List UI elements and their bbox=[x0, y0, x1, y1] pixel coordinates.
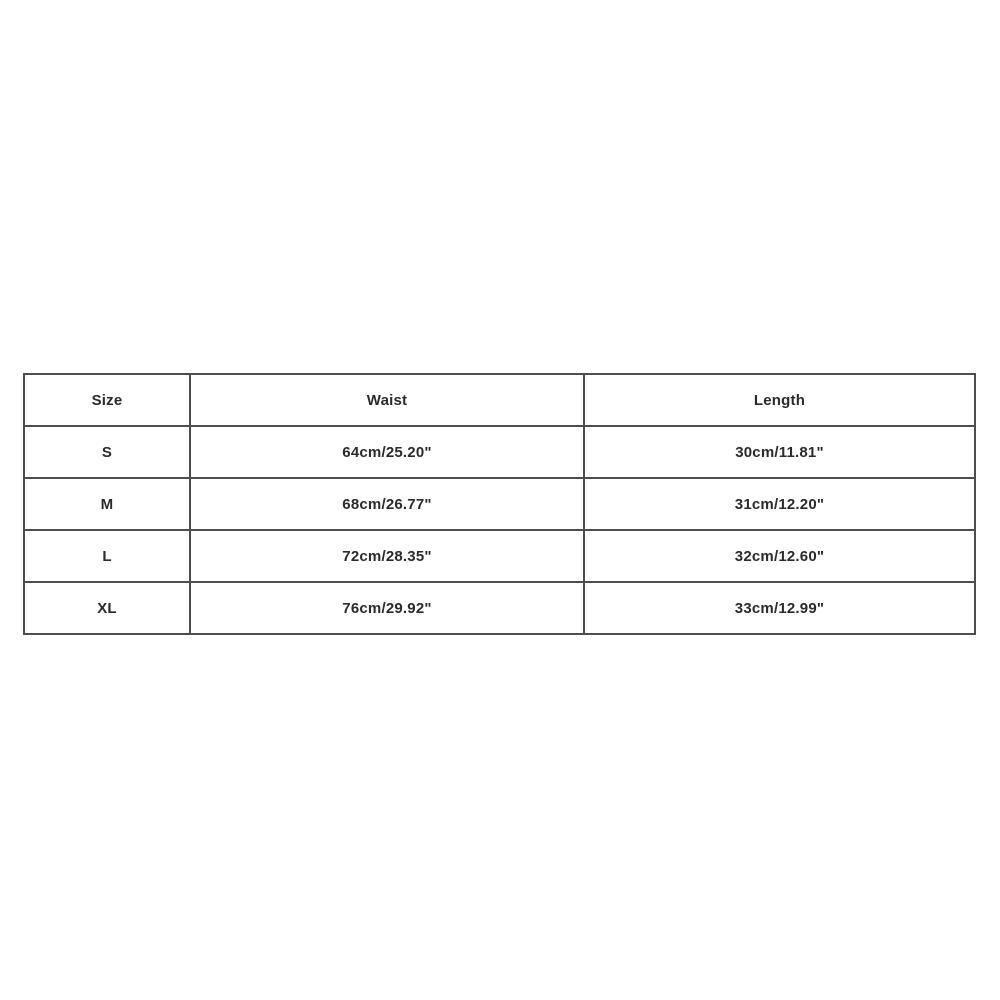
column-header-length: Length bbox=[584, 374, 975, 426]
cell-size: L bbox=[24, 530, 190, 582]
table-row bbox=[24, 426, 975, 478]
table-row bbox=[24, 582, 975, 634]
column-header-waist: Waist bbox=[190, 374, 584, 426]
table-row bbox=[24, 478, 975, 530]
table-row bbox=[24, 530, 975, 582]
cell-waist: 72cm/28.35" bbox=[190, 530, 584, 582]
cell-size: M bbox=[24, 478, 190, 530]
cell-length: 30cm/11.81" bbox=[584, 426, 975, 478]
cell-waist: 76cm/29.92" bbox=[190, 582, 584, 634]
cell-length: 31cm/12.20" bbox=[584, 478, 975, 530]
size-chart-table bbox=[23, 373, 976, 635]
cell-waist: 64cm/25.20" bbox=[190, 426, 584, 478]
cell-length: 32cm/12.60" bbox=[584, 530, 975, 582]
table-header-row bbox=[24, 374, 975, 426]
cell-size: S bbox=[24, 426, 190, 478]
cell-waist: 68cm/26.77" bbox=[190, 478, 584, 530]
column-header-size: Size bbox=[24, 374, 190, 426]
cell-length: 33cm/12.99" bbox=[584, 582, 975, 634]
cell-size: XL bbox=[24, 582, 190, 634]
